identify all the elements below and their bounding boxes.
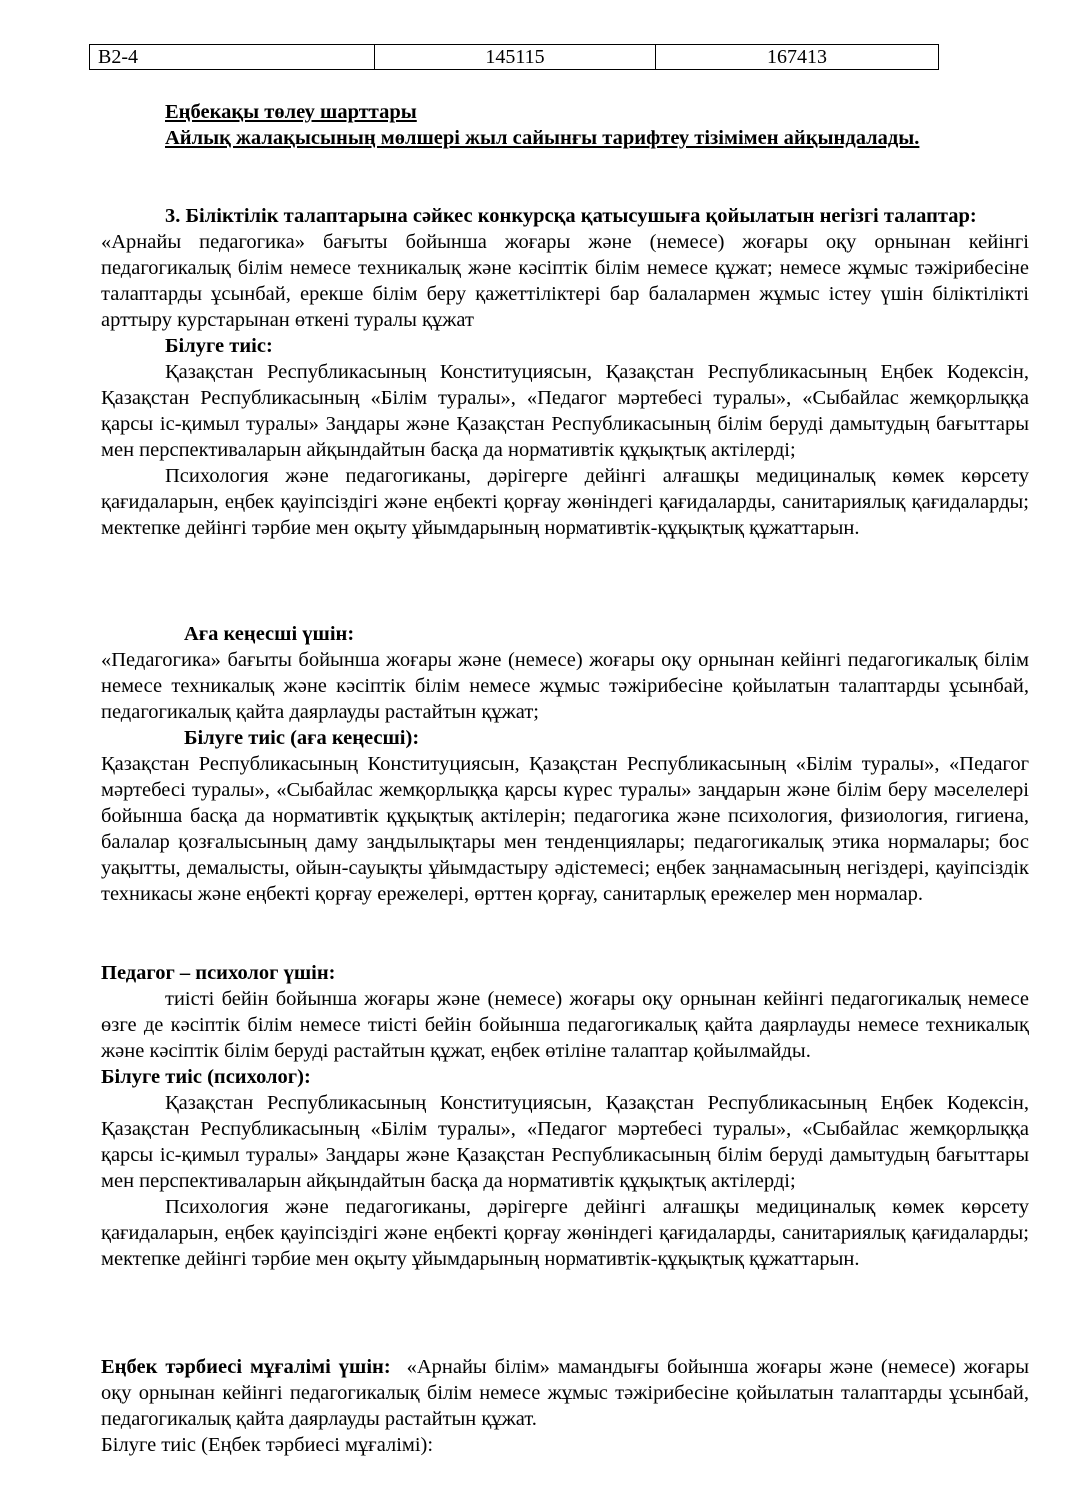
section-3-heading: 3. Біліктілік талаптарына сәйкес конкурсқа қатысушыға қойылатын негізгі талаптар: bbox=[165, 205, 977, 227]
section-3 bbox=[101, 203, 1029, 541]
labor-heading: Еңбек тәрбиесі мұғалімі үшін: bbox=[101, 1356, 391, 1378]
table-row bbox=[90, 45, 939, 70]
table-cell-category: В2-4 bbox=[90, 45, 375, 70]
psych-heading: Педагог – психолог үшін: bbox=[101, 962, 336, 984]
section-3-requirements: «Арнайы педагогика» бағыты бойынша жоғары және (немесе) жоғары оқу орнынан кейінгі педагогикалық білім немесе техникалық және кәсіптік білім немесе құжат; немесе жұмыс тәжірибесіне талаптарды ұсынбай, ерекше білім беру қажеттіліктері бар балалармен жұмыс істеу үшін біліктілікті арттыру курстарынан өткені туралы құжат bbox=[101, 231, 1029, 331]
psych-know-paragraph-2: Психология және педагогиканы, дәрігерге дейінгі алғашқы медициналық көмек көрсету қағидаларын, еңбек қауіпсіздігі және еңбекті қорғау жөніндегі қағидаларды, санитариялық қағидаларды; мектепке дейінгі тәрбие мен оқыту ұйымдарының нормативтік-құқықтық құжаттарын. bbox=[101, 1196, 1029, 1270]
labor-paragraph bbox=[101, 1354, 1029, 1432]
know-paragraph-2: Психология және педагогиканы, дәрігерге дейінгі алғашқы медициналық көмек көрсету қағидаларын, еңбек қауіпсіздігі және еңбекті қорғау жөніндегі қағидаларды, санитариялық қағидаларды; мектепке дейінгі тәрбие мен оқыту ұйымдарының нормативтік-құқықтық құжаттарын. bbox=[101, 465, 1029, 539]
psychologist-section bbox=[101, 960, 1029, 1272]
senior-know-text: Қазақстан Республикасының Конституциясын, Қазақстан Республикасының «Білім туралы», «Педагог мәртебесі туралы», «Сыбайлас жемқорлыққа қарсы күрес туралы» заңдарын және білім беру мәселелері бойынша басқа да нормативтік құқықтық актілерін; педагогика және психология, физиология, гигиена, балалар қозғалысының даму заңдылықтары мен тенденциялары; педагогикалық этика нормалары; бос уақытты, демалысты, ойын-сауықты ұйымдастыру әдістемесі; еңбек заңнамасының негіздері, қауіпсіздік техникасы және еңбекті қорғау ережелері, өрттен қорғау, санитарлық ережелер мен нормалар. bbox=[101, 753, 1029, 905]
labor-know-heading: Білуге тиіс (Еңбек тәрбиесі мұғалімі): bbox=[101, 1434, 434, 1456]
psych-know-paragraph-1: Қазақстан Республикасының Конституциясын, Қазақстан Республикасының Еңбек Кодексін, Қазақстан Республикасының «Білім туралы», «Педагог мәртебесі туралы», «Сыбайлас жемқорлыққа қарсы іс-қимыл туралы» Заңдары және Қазақстан Республикасының білім беруді дамытудың бағыттары мен перспективаларын айқындайтын басқа да нормативтік құқықтық актілерді; bbox=[101, 1092, 1029, 1192]
senior-know-heading: Білуге тиіс (аға кеңесші): bbox=[184, 727, 420, 749]
psych-requirements: тиісті бейін бойынша жоғары және (немесе) жоғары оқу орнынан кейінгі педагогикалық немесе өзге де кәсіптік білім немесе тиісті бейін бойынша педагогикалық қайта даярлауды немесе техникалық және кәсіптік білім беруді растайтын құжат, еңбек өтіліне талаптар қойылмайды. bbox=[101, 988, 1029, 1062]
know-heading: Білуге тиіс: bbox=[165, 335, 273, 357]
pay-text: Айлық жалақысының мөлшері жыл сайынғы тарифтеу тізімімен айқындалады. bbox=[165, 127, 920, 149]
psych-know-heading: Білуге тиіс (психолог): bbox=[101, 1066, 311, 1088]
table-cell-salary-max: 167413 bbox=[656, 45, 939, 70]
labor-teacher-section bbox=[101, 1354, 1029, 1458]
table-cell-salary-min: 145115 bbox=[375, 45, 656, 70]
senior-heading: Аға кеңесші үшін: bbox=[184, 623, 355, 645]
pay-conditions bbox=[101, 99, 1029, 151]
labor-requirements: «Арнайы білім» мамандығы бойынша жоғары және (немесе) жоғары оқу орнынан кейінгі педагогикалық білім немесе жұмыс тәжірибесіне қойылатын талаптарды ұсынбай, педагогикалық қайта даярлауды растайтын құжат. bbox=[101, 1356, 1030, 1430]
senior-requirements: «Педагогика» бағыты бойынша жоғары және (немесе) жоғары оқу орнынан кейінгі педагогикалық білім немесе техникалық және кәсіптік білім немесе жұмыс тәжірибесіне қойылатын талаптарды ұсынбай, педагогикалық қайта даярлауды растайтын құжат; bbox=[101, 649, 1029, 723]
salary-table bbox=[89, 44, 939, 70]
pay-heading: Еңбекақы төлеу шарттары bbox=[165, 101, 417, 123]
senior-counselor-section bbox=[101, 621, 1029, 907]
know-paragraph-1: Қазақстан Республикасының Конституциясын, Қазақстан Республикасының Еңбек Кодексін, Қазақстан Республикасының «Білім туралы», «Педагог мәртебесі туралы», «Сыбайлас жемқорлыққа қарсы іс-қимыл туралы» Заңдары және Қазақстан Республикасының білім беруді дамытудың бағыттары мен перспективаларын айқындайтын басқа да нормативтік құқықтық актілерді; bbox=[101, 361, 1029, 461]
